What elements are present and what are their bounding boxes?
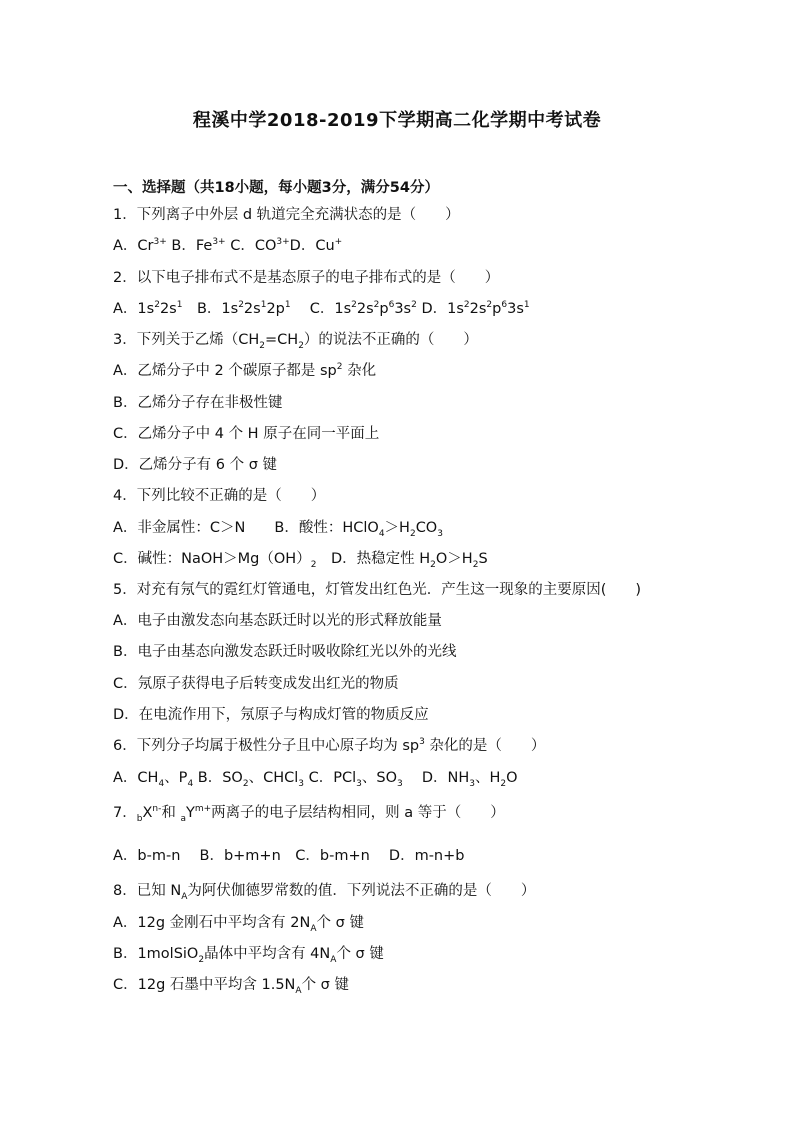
text-run: D．在电流作用下，氖原子与构成灯管的物质反应 [113, 707, 429, 723]
superscript-text: 2 [154, 300, 160, 311]
subscript-text: 3 [298, 778, 305, 789]
text-run: 两离子的电子层结构相同，则 a 等于（ ） [211, 805, 505, 821]
question-1-options [113, 236, 342, 256]
text-run: 2s [356, 301, 374, 317]
subscript-text: 2 [259, 340, 265, 351]
subscript-text: 4 [378, 528, 385, 539]
page-title: 程溪中学2018-2019下学期高二化学期中考试卷 [192, 110, 602, 131]
question-4-options-ab [113, 518, 443, 538]
text-run: S [478, 551, 488, 567]
question-5-option-d [113, 705, 429, 725]
text-run: 4．下列比较不正确的是（ ） [113, 488, 326, 504]
subscript-text: A [310, 923, 317, 934]
text-run: p [492, 301, 502, 317]
question-2-stem [113, 268, 499, 288]
question-8-option-c [113, 975, 349, 995]
text-run: O＞H [435, 551, 473, 567]
text-run: 为阿伏伽德罗常数的值．下列说法不正确的是（ ） [187, 883, 536, 899]
text-run: 3s [507, 301, 524, 317]
superscript-text: 2 [486, 300, 493, 311]
question-8-option-b [113, 944, 384, 964]
text-run: B．电子由基态向激发态跃迁时吸收除红光以外的光线 [113, 644, 457, 660]
text-run: 和 [161, 805, 181, 821]
text-run: =CH [265, 332, 299, 348]
superscript-text: 1 [176, 300, 183, 311]
subscript-text: A [330, 954, 337, 965]
question-3-option-a [113, 361, 376, 381]
text-run: A．电子由激发态向基态跃迁时以光的形式释放能量 [113, 613, 442, 629]
subscript-text: a [180, 813, 186, 824]
text-run: C．PCl [304, 770, 357, 786]
text-run: 3s [394, 301, 412, 317]
text-run: 个 σ 键 [301, 977, 349, 993]
text-run: A．12g 金刚石中平均含有 2N [113, 915, 311, 931]
text-run: C．碱性：NaOH＞Mg（OH） [113, 551, 311, 567]
text-run: 7． [113, 805, 137, 821]
subscript-text: b [136, 813, 143, 824]
text-run: p [379, 301, 389, 317]
subscript-text: 4 [158, 778, 165, 789]
subscript-text: A [295, 985, 302, 996]
subscript-text: 2 [298, 340, 304, 351]
text-run: D．热稳定性 H [316, 551, 431, 567]
superscript-text: 6 [388, 300, 395, 311]
text-run: 、SO [361, 770, 398, 786]
superscript-text: 3+ [153, 237, 167, 248]
text-run: 6．下列分子均属于极性分子且中心原子均为 sp [113, 738, 420, 754]
superscript-text: m+ [194, 804, 212, 815]
text-run: B．1s [182, 301, 239, 317]
subscript-text: 4 [187, 778, 194, 789]
superscript-text: 2 [336, 362, 343, 373]
text-run: 2．以下电子排布式不是基态原子的电子排布式的是（ ） [113, 270, 500, 286]
text-run: 个 σ 键 [316, 915, 364, 931]
question-3-option-b [113, 393, 282, 413]
question-6-stem [113, 736, 545, 756]
text-run: C．12g 石墨中平均含 1.5N [113, 977, 296, 993]
text-run: D．Cu [289, 238, 335, 254]
text-run: C．氖原子获得电子后转变成发出红光的物质 [113, 676, 399, 692]
subscript-text: 2 [500, 778, 507, 789]
superscript-text: 2 [463, 300, 470, 311]
text-run: 、CHCl [248, 770, 299, 786]
text-run: CO [415, 520, 438, 536]
text-run: Y [185, 805, 195, 821]
text-run: 杂化 [342, 363, 377, 379]
text-run: A．CH [113, 770, 159, 786]
text-run: ＞H [384, 520, 410, 536]
superscript-text: 3+ [276, 237, 290, 248]
text-run: A．乙烯分子中 2 个碳原子都是 sp [113, 363, 337, 379]
question-6-options [113, 768, 518, 788]
text-run: 2p [266, 301, 285, 317]
question-8-stem [113, 881, 535, 901]
text-run: 晶体中平均含有 4N [204, 946, 331, 962]
text-run: A．Cr [113, 238, 154, 254]
text-run: D．NH [402, 770, 470, 786]
text-run: 2s [469, 301, 487, 317]
text-run: A．非金属性：C＞N B．酸性：HClO [113, 520, 379, 536]
text-run: 个 σ 键 [336, 946, 384, 962]
text-run: D．乙烯分子有 6 个 σ 键 [113, 457, 278, 473]
text-run: B．SO [193, 770, 243, 786]
text-run: C．乙烯分子中 4 个 H 原子在同一平面上 [113, 426, 380, 442]
question-5-stem [113, 580, 641, 600]
question-3-option-d [113, 455, 277, 475]
question-4-stem [113, 486, 325, 506]
text-run: 2s [159, 301, 177, 317]
text-run: A．1s [113, 301, 155, 317]
text-run: O [506, 770, 518, 786]
text-run: B．1molSiO [113, 946, 199, 962]
subscript-text: A [181, 891, 188, 902]
text-run: B．Fe [166, 238, 213, 254]
text-run: X [142, 805, 153, 821]
section-heading: 一、选择题（共18小题，每小题3分，满分54分） [113, 180, 439, 196]
text-run: C．CO [225, 238, 277, 254]
subscript-text: 2 [409, 528, 416, 539]
text-run: B．乙烯分子存在非极性键 [113, 395, 283, 411]
superscript-text: 2 [411, 300, 417, 311]
text-run: D．1s [416, 301, 464, 317]
text-run: 1．下列离子中外层 d 轨道完全充满状态的是（ ） [113, 207, 460, 223]
subscript-text: 3 [469, 778, 476, 789]
text-run: 、P [164, 770, 188, 786]
text-run: 杂化的是（ ） [424, 738, 546, 754]
question-4-options-cd [113, 549, 488, 569]
superscript-text: 1 [260, 300, 267, 311]
question-1-stem [113, 205, 460, 225]
superscript-text: + [334, 237, 343, 248]
question-5-option-c [113, 674, 399, 694]
question-3-stem [113, 330, 478, 350]
text-run: 2s [243, 301, 261, 317]
superscript-text: 2 [351, 300, 357, 311]
subscript-text: 3 [397, 778, 403, 789]
text-run: C．1s [290, 301, 352, 317]
question-7-stem [113, 803, 505, 823]
superscript-text: 3 [419, 737, 425, 748]
subscript-text: 2 [472, 559, 479, 570]
superscript-text: 1 [284, 300, 291, 311]
superscript-text: 2 [238, 300, 244, 311]
text-run: 、H [475, 770, 501, 786]
subscript-text: 2 [242, 778, 249, 789]
question-2-options [113, 299, 530, 319]
subscript-text: 3 [437, 528, 443, 539]
subscript-text: 2 [198, 954, 205, 965]
superscript-text: n- [152, 804, 162, 815]
question-5-option-b [113, 642, 456, 662]
text-run: A．b-m-n B．b+m+n C．b-m+n D．m-n+b [113, 848, 465, 864]
superscript-text: 2 [373, 300, 380, 311]
text-run: 8．已知 N [113, 883, 182, 899]
text-run: 5．对充有氖气的霓红灯管通电，灯管发出红色光．产生这一现象的主要原因( ) [113, 582, 642, 598]
subscript-text: 3 [356, 778, 362, 789]
question-7-options [113, 846, 464, 866]
text-run: ）的说法不正确的（ ） [303, 332, 478, 348]
superscript-text: 6 [501, 300, 508, 311]
text-run: 3．下列关于乙烯（CH [113, 332, 260, 348]
superscript-text: 3+ [212, 237, 226, 248]
subscript-text: 2 [430, 559, 436, 570]
superscript-text: 1 [523, 300, 530, 311]
question-5-option-a [113, 611, 442, 631]
question-8-option-a [113, 913, 364, 933]
subscript-text: 2 [310, 559, 317, 570]
question-3-option-c [113, 424, 379, 444]
